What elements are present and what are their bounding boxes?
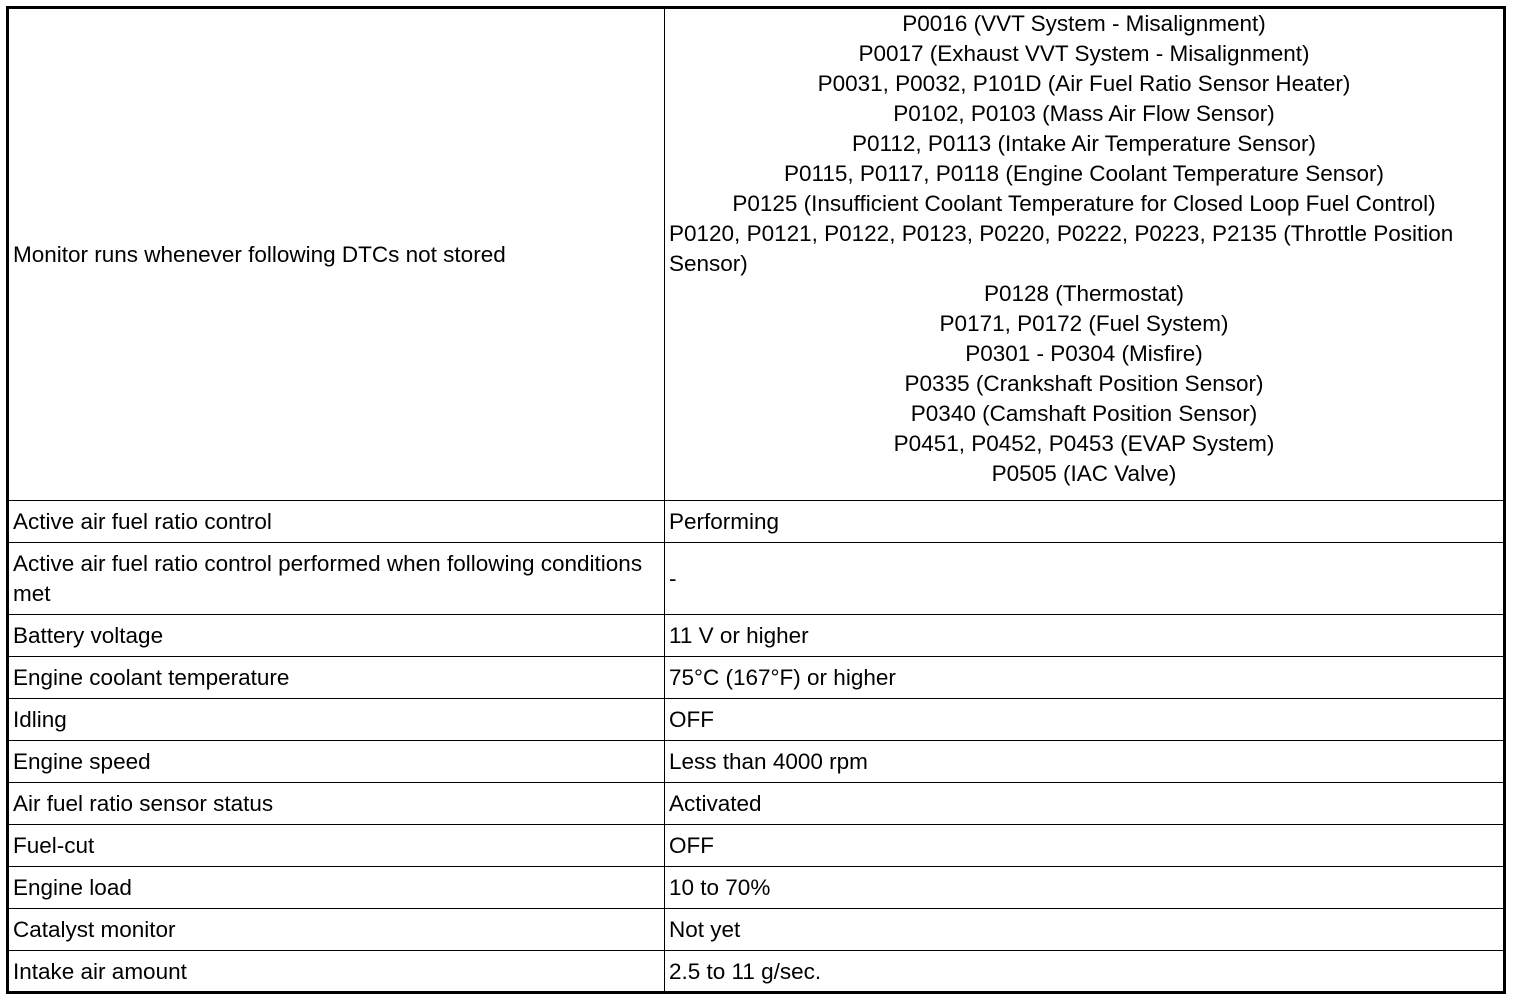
dtc-item: P0016 (VVT System - Misalignment) bbox=[902, 11, 1266, 36]
table-cell-value bbox=[665, 825, 1503, 867]
dtc-item: P0128 (Thermostat) bbox=[983, 281, 1185, 306]
table-cell-label bbox=[9, 501, 665, 543]
row-value: 10 to 70% bbox=[669, 874, 771, 900]
row-value: 2.5 to 11 g/sec. bbox=[669, 959, 822, 984]
row-label: Catalyst monitor bbox=[13, 916, 176, 942]
table-cell-value bbox=[665, 543, 1503, 615]
dtc-item: P0335 (Crankshaft Position Sensor) bbox=[904, 371, 1264, 396]
conditions-table bbox=[6, 6, 1506, 994]
row-label: Active air fuel ratio control bbox=[13, 508, 272, 534]
table-cell-value bbox=[665, 501, 1503, 543]
dtc-item: P0031, P0032, P101D (Air Fuel Ratio Sensor Heater) bbox=[817, 71, 1351, 96]
row-label: Fuel-cut bbox=[13, 832, 95, 858]
row-label-dtc-condition: Monitor runs whenever following DTCs not stored bbox=[13, 241, 506, 267]
row-label: Active air fuel ratio control performed when following conditions met bbox=[13, 550, 643, 606]
dtc-item: P0451, P0452, P0453 (EVAP System) bbox=[893, 431, 1275, 456]
table-cell-label bbox=[9, 543, 665, 615]
table-cell-label bbox=[9, 867, 665, 909]
table-cell-value bbox=[665, 909, 1503, 951]
row-label: Intake air amount bbox=[13, 959, 187, 984]
row-label: Engine coolant temperature bbox=[13, 664, 290, 690]
dtc-item: P0112, P0113 (Intake Air Temperature Sensor) bbox=[851, 131, 1317, 156]
dtc-list-cell bbox=[665, 9, 1503, 501]
row-label: Engine load bbox=[13, 874, 132, 900]
row-value: Activated bbox=[669, 790, 762, 816]
row-value: OFF bbox=[669, 706, 714, 732]
table-cell-label bbox=[9, 9, 665, 501]
table-cell-label bbox=[9, 783, 665, 825]
row-value: 11 V or higher bbox=[669, 622, 809, 648]
row-label: Idling bbox=[13, 706, 67, 732]
table-cell-value bbox=[665, 951, 1503, 993]
table-cell-label bbox=[9, 741, 665, 783]
dtc-item: P0340 (Camshaft Position Sensor) bbox=[910, 401, 1258, 426]
row-value: - bbox=[669, 565, 677, 591]
row-value: Less than 4000 rpm bbox=[669, 748, 868, 774]
dtc-item: P0505 (IAC Valve) bbox=[991, 461, 1177, 486]
row-label: Air fuel ratio sensor status bbox=[13, 790, 274, 816]
table-cell-value bbox=[665, 741, 1503, 783]
row-value: Not yet bbox=[669, 916, 741, 942]
dtc-item: P0102, P0103 (Mass Air Flow Sensor) bbox=[893, 101, 1275, 126]
row-value: Performing bbox=[669, 508, 780, 534]
dtc-item: P0171, P0172 (Fuel System) bbox=[939, 311, 1229, 336]
table-cell-label bbox=[9, 615, 665, 657]
dtc-item: P0017 (Exhaust VVT System - Misalignment) bbox=[858, 41, 1310, 66]
dtc-item: P0301 - P0304 (Misfire) bbox=[965, 341, 1203, 366]
table-cell-label bbox=[9, 825, 665, 867]
table-cell-label bbox=[9, 909, 665, 951]
dtc-item: P0125 (Insufficient Coolant Temperature for Closed Loop Fuel Control) bbox=[732, 191, 1436, 216]
table-cell-value bbox=[665, 783, 1503, 825]
row-value: 75°C (167°F) or higher bbox=[669, 664, 896, 690]
dtc-item: P0115, P0117, P0118 (Engine Coolant Temperature Sensor) bbox=[784, 161, 1384, 186]
table-cell-label bbox=[9, 951, 665, 993]
table-cell-value bbox=[665, 867, 1503, 909]
table-cell-label bbox=[9, 657, 665, 699]
table-cell-value bbox=[665, 657, 1503, 699]
row-value: OFF bbox=[669, 832, 714, 858]
row-label: Battery voltage bbox=[13, 622, 164, 648]
table-cell-label bbox=[9, 699, 665, 741]
dtc-item: P0120, P0121, P0122, P0123, P0220, P0222, P0223, P2135 (Throttle Position Sensor) bbox=[669, 221, 1454, 276]
row-label: Engine speed bbox=[13, 748, 151, 774]
table-cell-value bbox=[665, 699, 1503, 741]
table-cell-value bbox=[665, 615, 1503, 657]
